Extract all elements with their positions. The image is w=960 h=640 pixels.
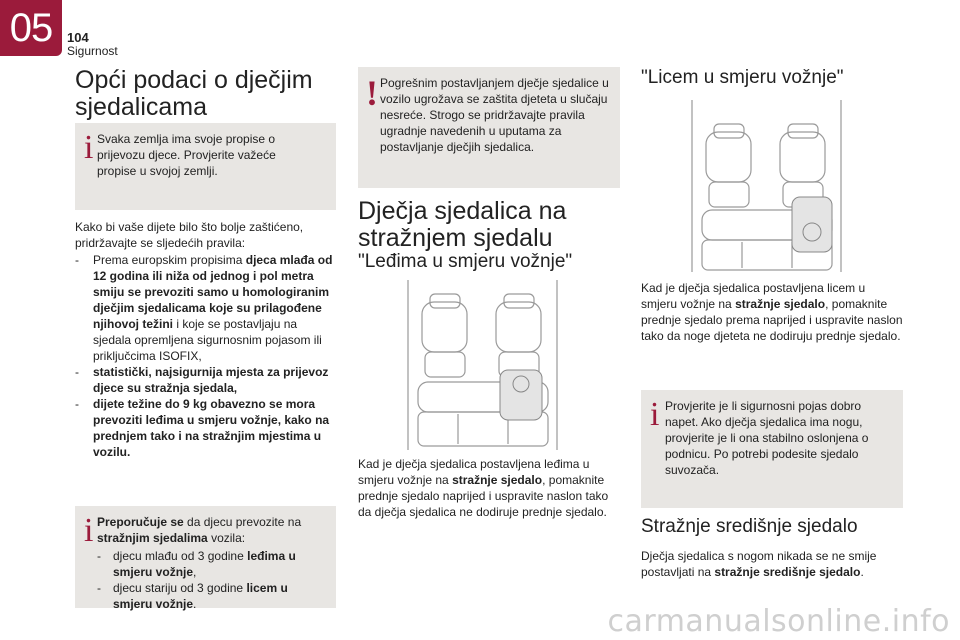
info-box: [75, 123, 336, 210]
info-text: Svaka zemlja ima svoje propise o prijevozu djece. Provjerite važeće propise u svojoj zemlji.: [97, 132, 276, 178]
belt-info-text: Provjerite je li sigurnosni pojas dobro napet. Ako dječja sjedalica ima nogu, provjerite je li ona stabilno oslonjena o podnicu. Po potrebi podesite sjedalo suvozača.: [665, 399, 869, 477]
warning-box: [358, 67, 620, 188]
subtitle-forward-facing: "Licem u smjeru vožnje": [641, 67, 844, 88]
rear-facing-seat-illustration: [400, 272, 565, 450]
list-item: - Prema europskim propisima djeca mlađa od 12 godina ili niža od jednog i pol metra smiju se prevoziti samo u homologiranim dječjim sjedalicama koje su prilagođene njihovoj težini i koje se postavljaju na sjedala opremljena sigurnosnim pojasom ili priključcima ISOFIX,: [75, 253, 333, 363]
info-icon: i: [650, 396, 660, 433]
watermark: carmanualsonline.info: [607, 604, 950, 639]
rules-list: [75, 252, 337, 460]
warning-text: Pogrešnim postavljanjem dječje sjedalice u vozilo ugrožava se zaštita djeteta u slučaju nesreće. Strogo se pridržavajte pravila ugradnje navedenih u uputama za postavljanje dječjih sjedalica.: [380, 76, 609, 154]
page-title: Opći podaci o dječjim sjedalicama: [75, 66, 313, 121]
list-item: - statistički, najsigurnija mjesta za prijevoz djece su stražnja sjedala,: [75, 365, 329, 395]
section-title-rear-seat: Dječja sjedalica na stražnjem sjedalu: [358, 197, 567, 252]
chapter-badge: 05: [0, 0, 62, 56]
page-number: 104: [67, 30, 89, 45]
center-seat-text: Dječja sjedalica s nogom nikada se ne smije postavljati na stražnje središnje sjedalo.: [641, 549, 877, 579]
section-name: Sigurnost: [67, 44, 118, 58]
info-icon: i: [84, 129, 94, 166]
warning-icon: !: [366, 73, 378, 113]
section-title-center-seat: Stražnje središnje sjedalo: [641, 516, 858, 537]
recommendation-box: [75, 506, 336, 611]
recommendation-text: Preporučuje se da djecu prevozite na stražnjim sjedalima vozila: - djecu mlađu od 3 godine leđima u smjeru vožnje, - djecu stariju od 3 godine licem u smjeru vožnje.: [97, 515, 302, 611]
intro-text: Kako bi vaše dijete bilo što bolje zaštićeno, pridržavajte se sljedećih pravila:: [75, 220, 304, 250]
forward-facing-seat-illustration: [684, 92, 849, 272]
list-item: - dijete težine do 9 kg obavezno se mora prevoziti leđima u smjeru vožnje, kako na prednjem tako i na stražnjim mjestima u vozilu.: [75, 397, 330, 459]
info-box-belt: [641, 390, 903, 508]
rear-facing-text: Kad je dječja sjedalica postavljena leđima u smjeru vožnje na stražnje sjedalo, pomaknite prednje sjedalo naprijed i uspravite naslon tako da dječja sjedalica ne dodiruje prednje sjedalo.: [358, 457, 609, 519]
forward-facing-text: Kad je dječja sjedalica postavljena licem u smjeru vožnje na stražnje sjedalo, pomaknite prednje sjedalo prema naprijed i uspravite naslon tako da noge djeteta ne dodiruju prednje sjedalo.: [641, 281, 903, 343]
info-icon: i: [84, 512, 94, 549]
subtitle-rear-facing: "Leđima u smjeru vožnje": [358, 251, 573, 272]
